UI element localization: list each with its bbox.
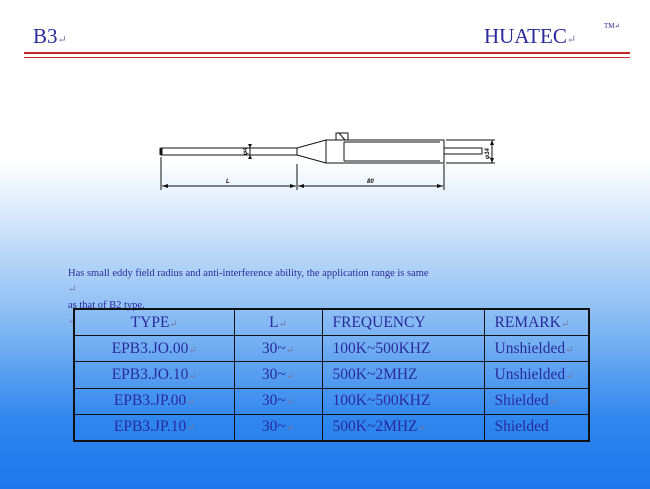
spec-table: [73, 308, 590, 442]
cell-remark: Unshielded↵: [484, 362, 589, 388]
paragraph-mark-icon: ↵: [57, 34, 67, 46]
cell-remark: Shielded↵: [484, 388, 589, 414]
header-rule-top: [24, 52, 630, 54]
cell-l: 30~↵: [234, 388, 322, 414]
header-cell-l: L↵: [234, 309, 322, 336]
paragraph-mark-icon: ↵: [566, 34, 577, 46]
header-rule-bottom: [24, 57, 630, 58]
cell-type: EPB3.JP.00↵: [74, 388, 234, 414]
table-row: [74, 336, 589, 362]
paragraph-mark-icon: ↵: [614, 22, 621, 30]
probe-cable: [444, 148, 482, 154]
cell-remark: Shielded: [484, 414, 589, 441]
trademark-label: TM: [604, 22, 615, 30]
cell-remark: Unshielded↵: [484, 336, 589, 362]
cell-type: EPB3.JO.00↵: [74, 336, 234, 362]
paragraph-mark-icon: ↵: [68, 284, 77, 295]
table-row: [74, 414, 589, 441]
header-cell-type: TYPE↵: [74, 309, 234, 336]
dim-label-L: L: [226, 179, 230, 185]
cell-l: 30~↵: [234, 336, 322, 362]
cell-frequency: 500K~2MHZ: [322, 362, 484, 388]
table-row: [74, 362, 589, 388]
probe-drawing: [150, 128, 502, 194]
model-label: B3: [33, 24, 58, 48]
cell-l: 30~↵: [234, 414, 322, 441]
trademark-mark: [604, 22, 620, 30]
paragraph-mark-icon: ↵: [68, 316, 77, 327]
cell-frequency: 100K~500KHZ: [322, 336, 484, 362]
table-row: [74, 388, 589, 414]
cell-type: EPB3.JO.10↵: [74, 362, 234, 388]
description-text-2: as that of B2 type.: [68, 300, 145, 311]
header-cell-frequency: FREQUENCY: [322, 309, 484, 336]
description-line-1: [68, 266, 568, 298]
cell-type: EPB3.JP.10↵: [74, 414, 234, 441]
dim-label-d14: φ14: [485, 148, 491, 159]
table-header-row: [74, 309, 589, 336]
brand-title: [484, 24, 576, 49]
dim-label-dia: φ4: [243, 147, 249, 155]
dim-label-80: 80: [367, 179, 374, 185]
cell-frequency: 500K~2MHZ↵: [322, 414, 484, 441]
header-cell-remark: REMARK↵: [484, 309, 589, 336]
brand-label: HUATEC: [484, 24, 567, 48]
probe-tube: [161, 148, 297, 155]
cell-frequency: 100K~500KHZ: [322, 388, 484, 414]
model-title: [33, 24, 67, 49]
cell-l: 30~↵: [234, 362, 322, 388]
description-text-1: Has small eddy field radius and anti-interference ability, the application range is same: [68, 268, 429, 279]
probe-taper-top: [297, 140, 326, 148]
probe-taper-bottom: [297, 155, 326, 163]
